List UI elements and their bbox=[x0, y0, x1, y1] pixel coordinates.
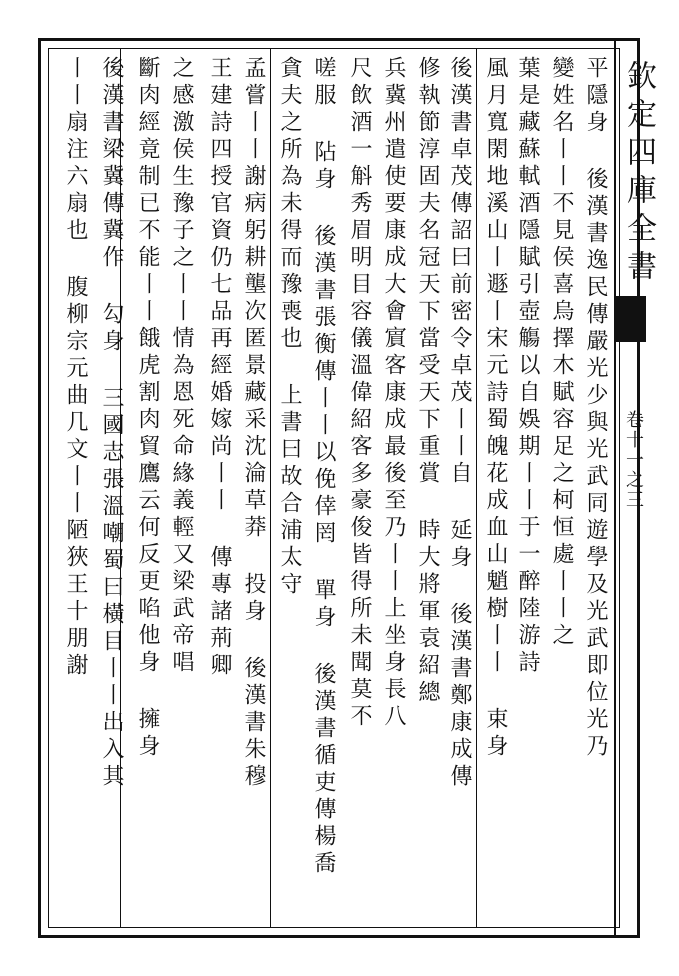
text-column-2: 變姓名丨丨不見侯喜烏擇木賦容足之柯恒處丨丨之 bbox=[549, 56, 574, 650]
text-column-11: 孟嘗丨丨謝病躬耕壟次匿景藏采沈淪草莽 投身 後漢書朱穆 bbox=[241, 56, 266, 791]
text-column-15: 後漢書梁冀傳冀作 勾身 三國志張溫嘲蜀曰橫目丨丨出入其 bbox=[99, 56, 124, 791]
volume-label: 卷十一之三 bbox=[623, 410, 644, 510]
book-title-banner: 欽定四庫全書 bbox=[621, 60, 656, 288]
fishtail-mark bbox=[616, 296, 646, 342]
text-column-14: 斷肉經竟制已不能丨丨餓虎割肉貿鷹云何反更啗他身 擁身 bbox=[135, 56, 160, 761]
text-column-10: 貪夫之所為未得而豫喪也 上書曰故合浦太守 bbox=[277, 56, 302, 599]
text-column-1: 平隱身 後漢書逸民傳嚴光少與光武同遊學及光武即位光乃 bbox=[583, 56, 608, 761]
text-column-9: 嗟服 阽身 後漢書張衡傳丨丨以俛倖罔 單身 後漢書循吏傳楊喬 bbox=[311, 56, 336, 878]
text-column-16: 丨丨扇注六扇也 腹柳宗元曲几文丨丨陋狹王十朋謝 bbox=[63, 56, 88, 680]
text-column-3: 葉是藏蘇軾酒隱賦引壺觴以自娛期丨丨于一醉陸游詩 bbox=[515, 56, 540, 677]
column-rule bbox=[476, 49, 477, 927]
text-column-5: 後漢書卓茂傳詔曰前密令卓茂丨丨自 延身 後漢書鄭康成傳 bbox=[447, 56, 472, 791]
text-column-7: 兵冀州遣使要康成大會賔客康成最後至乃丨丨上坐身長八 bbox=[381, 56, 406, 731]
text-column-6: 修執節淳固夫名冠天下當受天下重賞 時大將軍袁紹總 bbox=[415, 56, 440, 707]
column-rule bbox=[270, 49, 271, 927]
text-column-12: 王建詩四授官資仍七品再經婚嫁尚丨丨 傳專諸荊卿 bbox=[207, 56, 232, 680]
text-column-13: 之感激侯生豫子之丨丨情為恩死命緣義輕又梁武帝唱 bbox=[169, 56, 194, 677]
text-column-4: 風月寬閑地溪山丨遯丨宋元詩蜀魄花成血山魈樹丨丨 束身 bbox=[483, 56, 508, 761]
text-column-8: 尺飲酒一斛秀眉明目容儀溫偉紹客多豪俊皆得所未聞莫不 bbox=[347, 56, 372, 731]
